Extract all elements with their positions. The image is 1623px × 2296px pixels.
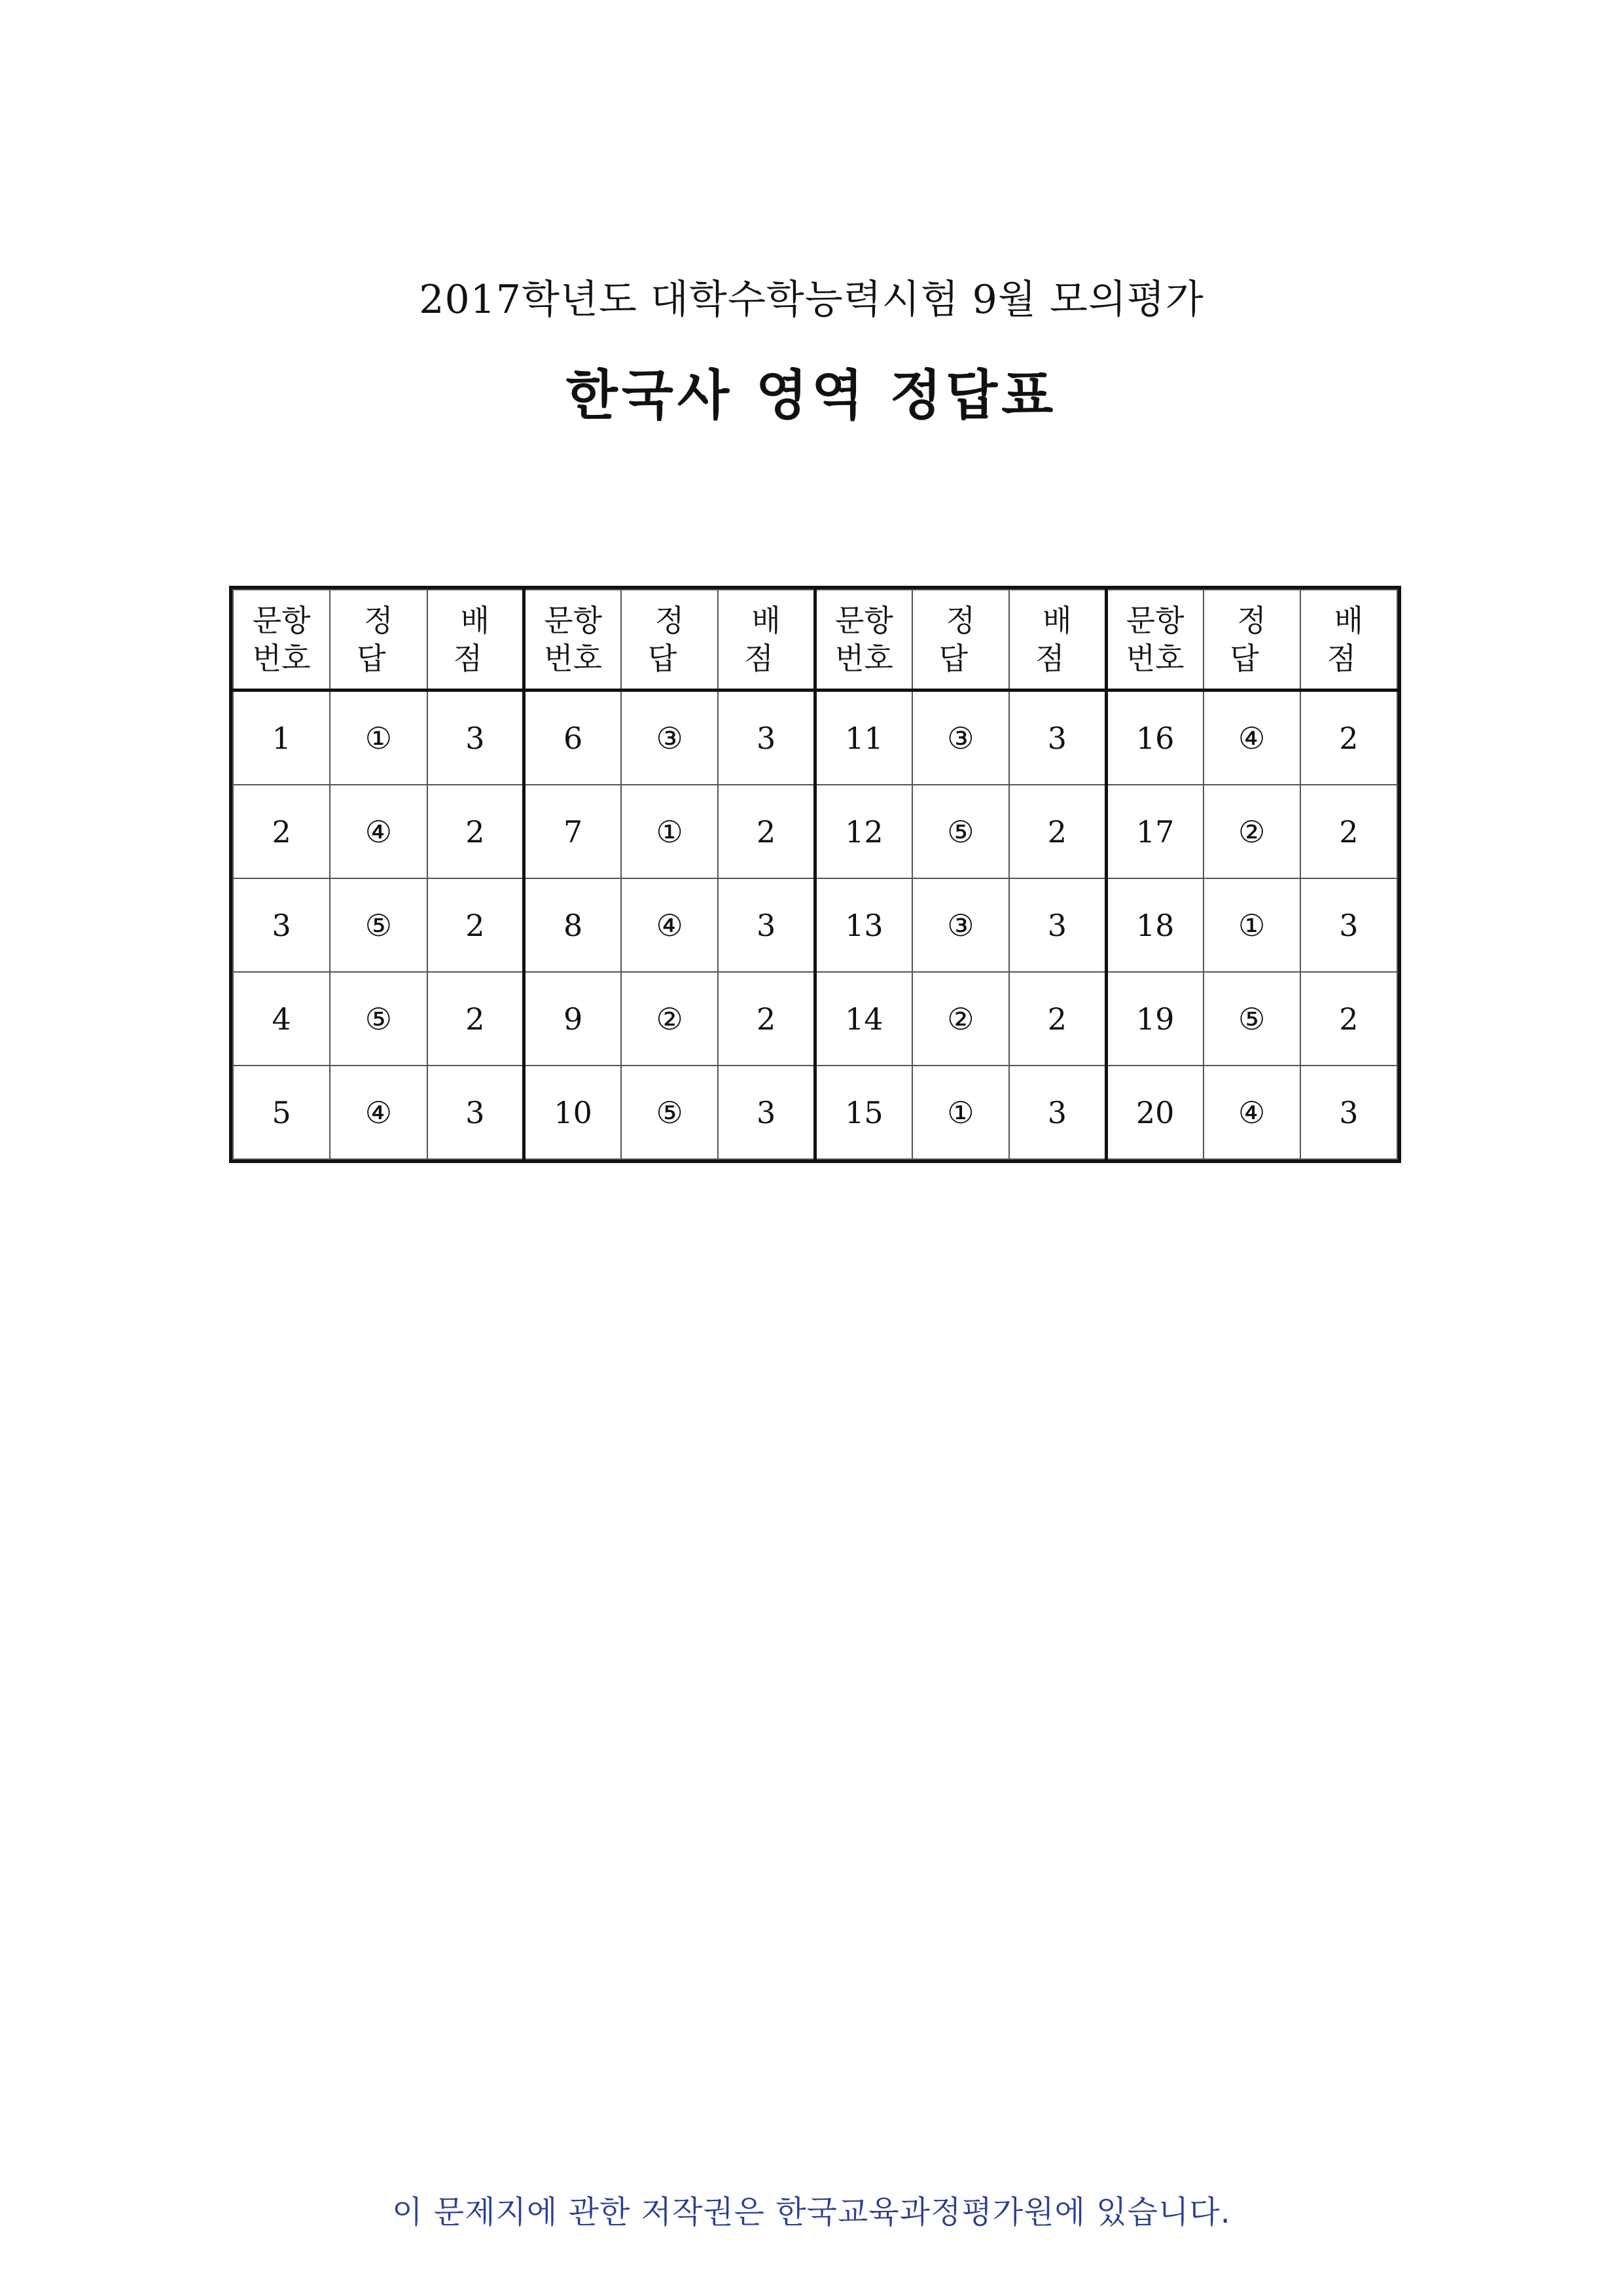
header-answer-label: 정답 [357, 603, 408, 676]
correct-answer: ④ [1204, 691, 1300, 785]
header-score [1300, 590, 1397, 691]
header-number-line2: 번호 [252, 641, 311, 676]
answer-key-table [232, 589, 1398, 1160]
header-score-label: 배점 [453, 603, 505, 676]
score-value: 3 [718, 1066, 815, 1159]
question-number: 10 [524, 1066, 621, 1159]
correct-answer: ④ [330, 1066, 427, 1159]
exam-subtitle: 2017학년도 대학수학능력시험 9월 모의평가 [419, 277, 1204, 323]
score-value: 2 [1009, 972, 1106, 1066]
question-number: 9 [524, 972, 621, 1066]
header-number-line1: 문항 [544, 603, 603, 638]
header-number-line1: 문항 [834, 603, 893, 638]
header-score-label: 배점 [744, 603, 795, 676]
score-value: 3 [1009, 1066, 1106, 1159]
correct-answer: ④ [621, 878, 718, 972]
correct-answer: ⑤ [1204, 972, 1300, 1066]
correct-answer: ② [912, 972, 1009, 1066]
score-value: 3 [1300, 1066, 1397, 1159]
question-number: 2 [233, 785, 330, 878]
question-number: 3 [233, 878, 330, 972]
question-number: 8 [524, 878, 621, 972]
score-value: 3 [718, 878, 815, 972]
header-row [233, 590, 1397, 691]
question-number: 18 [1106, 878, 1203, 972]
header-number-line1: 문항 [252, 603, 311, 638]
header-answer [621, 590, 718, 691]
question-number: 12 [815, 785, 912, 878]
score-value: 3 [1009, 878, 1106, 972]
correct-answer: ⑤ [330, 972, 427, 1066]
header-answer [1204, 590, 1300, 691]
header-number-line1: 문항 [1126, 603, 1185, 638]
question-number: 1 [233, 691, 330, 785]
score-value: 2 [1300, 691, 1397, 785]
table-row [233, 972, 1397, 1066]
table-row [233, 1066, 1397, 1159]
page-title: 한국사 영역 정답표 [565, 364, 1058, 427]
correct-answer: ① [912, 1066, 1009, 1159]
header-answer-label: 정답 [1230, 603, 1281, 676]
header-score [718, 590, 815, 691]
header-number-line2: 번호 [834, 641, 893, 676]
question-number: 14 [815, 972, 912, 1066]
question-number: 7 [524, 785, 621, 878]
correct-answer: ③ [621, 691, 718, 785]
header-score-label: 배점 [1035, 603, 1086, 676]
header-answer-label: 정답 [938, 603, 990, 676]
header-number-line2: 번호 [1126, 641, 1185, 676]
score-value: 2 [427, 972, 524, 1066]
score-value: 3 [427, 691, 524, 785]
score-value: 2 [1300, 972, 1397, 1066]
score-value: 3 [1009, 691, 1106, 785]
correct-answer: ⑤ [621, 1066, 718, 1159]
question-number: 15 [815, 1066, 912, 1159]
correct-answer: ① [621, 785, 718, 878]
header-number [233, 590, 330, 691]
score-value: 2 [427, 785, 524, 878]
question-number: 4 [233, 972, 330, 1066]
table-row [233, 691, 1397, 785]
correct-answer: ④ [330, 785, 427, 878]
header-number-line2: 번호 [544, 641, 603, 676]
copyright-notice: 이 문제지에 관한 저작권은 한국교육과정평가원에 있습니다. [392, 2194, 1231, 2231]
score-value: 2 [1300, 785, 1397, 878]
correct-answer: ② [621, 972, 718, 1066]
header-number [815, 590, 912, 691]
score-value: 3 [1300, 878, 1397, 972]
correct-answer: ④ [1204, 1066, 1300, 1159]
correct-answer: ① [330, 691, 427, 785]
question-number: 11 [815, 691, 912, 785]
score-value: 2 [1009, 785, 1106, 878]
correct-answer: ⑤ [330, 878, 427, 972]
header-score [427, 590, 524, 691]
score-value: 2 [427, 878, 524, 972]
table-row [233, 785, 1397, 878]
correct-answer: ② [1204, 785, 1300, 878]
header-answer-label: 정답 [647, 603, 699, 676]
header-number [1106, 590, 1203, 691]
question-number: 20 [1106, 1066, 1203, 1159]
header-answer [912, 590, 1009, 691]
correct-answer: ③ [912, 878, 1009, 972]
header-score-label: 배점 [1327, 603, 1378, 676]
score-value: 2 [718, 972, 815, 1066]
score-value: 3 [718, 691, 815, 785]
header-number [524, 590, 621, 691]
correct-answer: ⑤ [912, 785, 1009, 878]
correct-answer: ① [1204, 878, 1300, 972]
question-number: 13 [815, 878, 912, 972]
header-answer [330, 590, 427, 691]
correct-answer: ③ [912, 691, 1009, 785]
question-number: 5 [233, 1066, 330, 1159]
question-number: 16 [1106, 691, 1203, 785]
header-score [1009, 590, 1106, 691]
score-value: 2 [718, 785, 815, 878]
question-number: 6 [524, 691, 621, 785]
question-number: 19 [1106, 972, 1203, 1066]
question-number: 17 [1106, 785, 1203, 878]
table-row [233, 878, 1397, 972]
score-value: 3 [427, 1066, 524, 1159]
